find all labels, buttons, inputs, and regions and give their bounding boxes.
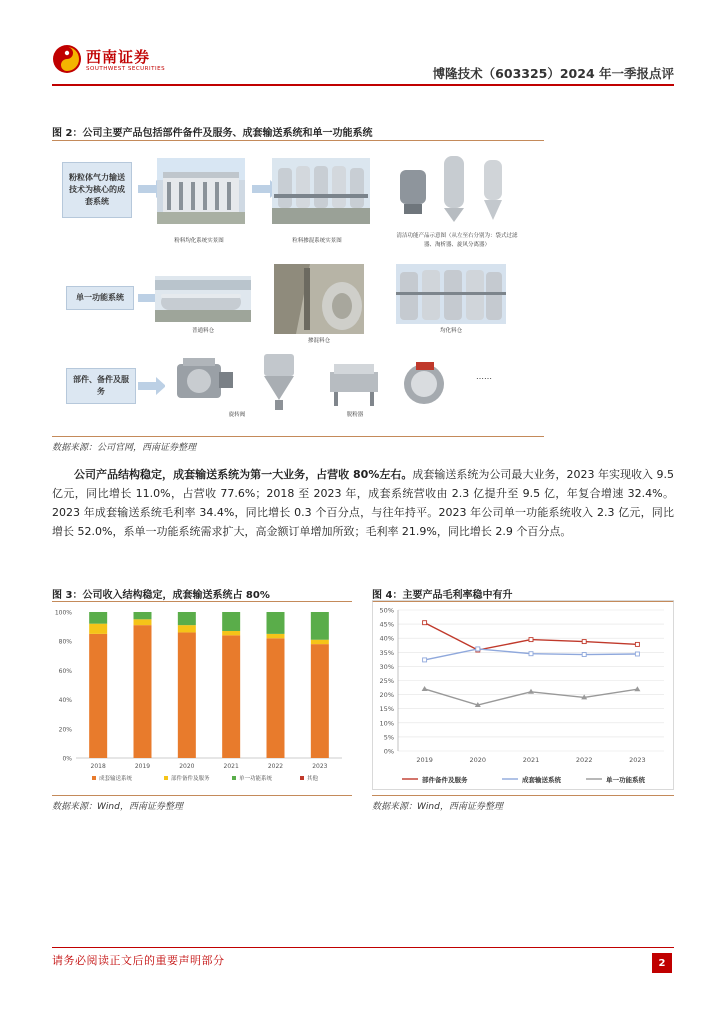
header-divider [52,84,674,86]
bar-segment [89,634,107,758]
figure2-source: 数据来源：公司官网，西南证券整理 [52,443,197,453]
x-tick-label: 2022 [575,756,593,764]
bar-segment [311,644,329,758]
logo-mark-icon [52,44,82,74]
y-tick-label: 50% [379,606,394,615]
y-tick-label: 80% [58,638,72,646]
y-tick-label: 45% [379,620,394,629]
data-point [529,652,533,656]
report-title: 博隆技术（603325）2024 年一季报点评 [432,66,674,81]
pellet-blending-system-photo [272,158,370,224]
paragraph-body: 成套输送系统为公司最大业务，2023 年实现收入 9.5 亿元，同比增长 11.0%，占营收 77.6%；2018 至 2023 年，成套系统营收由 2.3 亿提升至 9.5 亿，年复合增速 32.4%。2023 年成套输送系统毛利率 34.4%，同比增长 0.3 个百分点，与往年持平。2023 年公司单一功能系统收入 2.3 亿元，同比增长 52.0%，系单一功能系统需求扩大，高金额订单增加所致；毛利率 21.9%，同比增长 2.9 个百分点。 [52,468,674,538]
figure3-source: 数据来源：Wind，西南证券整理 [52,802,183,812]
page-number: 2 [652,953,672,973]
bar-segment [222,631,240,635]
bar-segment [134,625,152,758]
x-tick-label: 2019 [134,763,151,770]
page-header [52,40,674,88]
caption-rotary-valve: 旋转阀 [228,412,246,418]
y-tick-label: 100% [54,609,72,617]
legend-label: 部件备件及服务 [171,776,210,782]
bar-segment [222,635,240,758]
powder-separator-device-photo [250,348,308,412]
series-line [425,623,638,650]
sifter-photo [400,358,448,406]
row1-label: 粉粒体气力输送技术为核心的成套系统 [69,173,125,206]
bar-segment [311,612,329,640]
bar-segment [134,612,152,619]
figure2-bottom-rule [52,436,544,437]
x-tick-label: 2018 [90,763,106,770]
x-tick-label: 2021 [522,756,540,764]
caption-ordinary-silo: 普通料仓 [191,328,214,334]
y-tick-label: 40% [58,697,72,705]
bar-segment [178,632,196,758]
analysis-paragraph [52,465,674,541]
caption-powder-remover: 脱粉器 [346,412,364,418]
figure4-bottom-rule [372,795,674,796]
legend-label: 单一功能系统 [606,776,645,784]
y-tick-label: 25% [379,677,394,685]
legend-swatch [300,776,304,780]
more-items-ellipsis: …… [476,372,492,381]
y-tick-label: 0% [383,747,394,756]
bar-segment [178,625,196,632]
legend-label: 部件备件及服务 [422,776,468,784]
legend-label: 成套输送系统 [99,776,133,782]
figure4-source: 数据来源：Wind，西南证券整理 [372,802,503,812]
row3-label: 部件、备件及服务 [73,375,129,396]
y-tick-label: 20% [58,726,72,734]
bar-segment [267,634,285,638]
x-tick-label: 2019 [416,756,433,764]
bar-segment [222,612,240,631]
figure3-title: 图 3：公司收入结构稳定，成套输送系统占 80% [52,590,270,601]
figure2-title: 图 2：公司主要产品包括部件备件及服务、成套输送系统和单一功能系统 [52,128,373,139]
data-point [635,642,639,646]
data-point [582,640,586,644]
caption-cleaning-products: 清洁功能产品示意图（从左至右分别为：袋式过滤器、淘析器、旋风分离器） [396,233,518,248]
data-point [423,658,427,662]
paragraph-lead: 公司产品结构稳定，成套输送系统为第一大业务，占营收 80%左右。 [74,468,413,481]
footer-divider [52,947,674,948]
bar-segment [267,612,285,634]
legend-swatch [164,776,168,780]
caption-blending-silo: 掺混料仓 [307,338,330,344]
ordinary-silo-photo [155,276,251,322]
figure4-title: 图 4：主要产品毛利率稳中有升 [372,590,513,601]
logo-text-cn: 西南证券 [86,48,151,66]
y-tick-label: 15% [379,705,394,714]
arrow-right-icon [138,377,166,395]
data-point [582,653,586,657]
revenue-structure-chart [52,600,352,790]
data-point [423,621,427,625]
y-tick-label: 60% [58,667,72,675]
x-tick-label: 2023 [312,763,328,770]
legend-swatch [232,776,236,780]
legend-label: 成套输送系统 [522,776,561,784]
logo-text-en: SOUTHWEST SECURITIES [86,66,166,72]
data-point [528,689,534,694]
x-tick-label: 2020 [179,763,195,770]
legend-swatch [92,776,96,780]
bar-segment [311,640,329,644]
row2-label-box [66,286,134,310]
data-point [634,686,640,691]
x-tick-label: 2020 [469,756,487,764]
product-diagram [52,148,544,434]
gross-margin-chart [372,600,674,790]
y-tick-label: 40% [379,634,394,643]
caption-pellet-blending: 粒料掺混系统实景图 [292,238,342,244]
caption-homogenizing-silo: 均化料仓 [439,328,462,334]
y-tick-label: 20% [379,691,394,700]
cleaning-products-photo [392,152,522,228]
y-tick-label: 30% [379,662,394,671]
company-logo [52,44,192,78]
bar-segment [89,624,107,634]
bar-segment [134,619,152,625]
figure3-bottom-rule [52,795,352,796]
bar-segment [267,638,285,758]
powder-homogenizing-system-photo [157,158,245,224]
y-tick-label: 35% [379,648,394,657]
footer-disclaimer: 请务必阅读正文后的重要声明部分 [52,954,225,967]
y-tick-label: 0% [62,755,72,763]
x-tick-label: 2022 [267,763,284,770]
row2-label: 单一功能系统 [76,293,124,302]
x-tick-label: 2021 [223,763,239,770]
blending-silo-photo [274,264,364,334]
y-tick-label: 5% [383,733,394,742]
data-point [529,638,533,642]
homogenizing-silo-photo [396,264,506,324]
data-point [476,647,480,651]
y-tick-label: 10% [379,719,394,728]
legend-label: 其他 [307,776,319,782]
bar-segment [89,612,107,624]
rotary-valve-photo [165,354,237,408]
data-point [422,686,428,691]
powder-remover-photo [324,358,384,408]
row1-label-box [62,162,132,218]
figure2-top-rule [52,140,544,141]
x-tick-label: 2023 [629,756,646,764]
caption-powder-homogenizing: 粉料均化系统实景图 [174,238,224,244]
legend-label: 单一功能系统 [239,776,273,782]
bar-segment [178,612,196,625]
row3-label-box [66,368,136,404]
data-point [635,652,639,656]
